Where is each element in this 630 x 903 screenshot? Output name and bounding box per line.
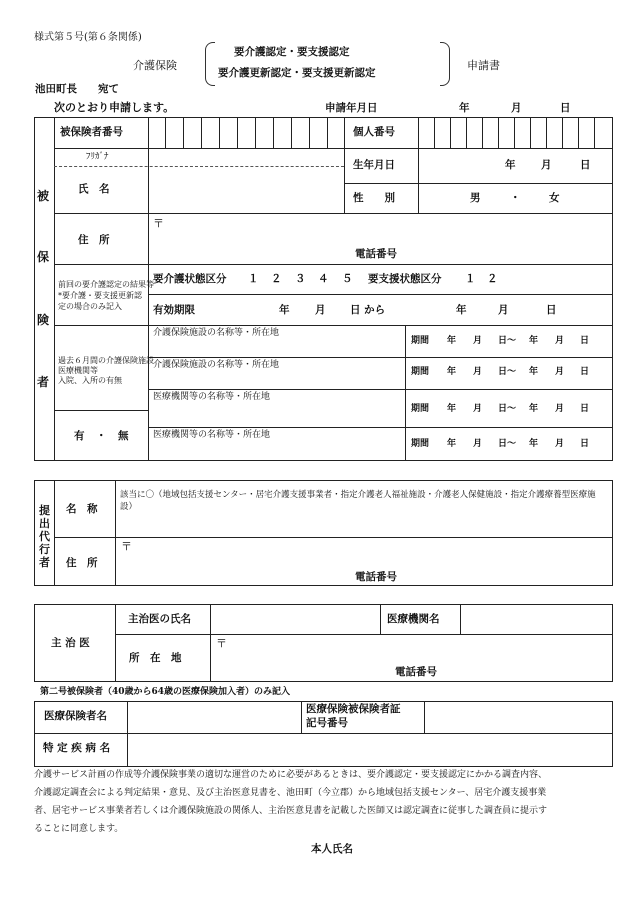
period-to-year: 年	[529, 404, 539, 414]
grid-line	[54, 325, 613, 326]
insurance-cert-label: 記号番号	[306, 717, 348, 729]
grid-line	[309, 117, 310, 148]
name-label: 氏 名	[78, 183, 110, 195]
hospitalization-note: 医療機関等	[58, 366, 98, 375]
grid-line	[514, 117, 515, 148]
agent-phone-label: 電話番号	[355, 571, 397, 583]
validity-from-year: 年	[279, 304, 290, 316]
insured-section-char: 者	[37, 375, 50, 389]
insurance-cert-label: 医療保険被保険者証	[306, 703, 401, 715]
period-to-month: 月	[555, 336, 565, 346]
grid-line	[434, 117, 435, 148]
grid-line	[148, 294, 613, 295]
insured-section-char: 被	[37, 189, 50, 203]
medical-insurer-label: 医療保険者名	[44, 710, 107, 722]
agent-type-note: 該当に〇（地域包括支援センター・居宅介護支援事業者・指定介護老人福祉施設・介護老人保健施設・指定介護療養型医療施設）	[120, 490, 596, 513]
grid-line	[424, 701, 425, 733]
period-to-day: 日	[580, 336, 590, 346]
care-level-option[interactable]: １	[248, 273, 259, 285]
form-number: 様式第５号(第６条関係)	[34, 32, 142, 43]
grid-line	[578, 117, 579, 148]
institution-label: 医療機関名	[387, 613, 440, 625]
consent-text: 介護サービス計画の作成等介護保険事業の適切な運営のために必要があるときは、要介護認定・要支援認定にかかる調査内容、	[34, 770, 548, 780]
furigana-label: ﾌﾘｶﾞﾅ	[86, 152, 109, 162]
grid-line	[165, 117, 166, 148]
hospitalization-separator: ・	[96, 430, 107, 442]
grid-line	[183, 117, 184, 148]
doctor-phone-label: 電話番号	[395, 666, 437, 678]
care-facility-2-label: 介護保険施設の名称等・所在地	[153, 360, 280, 370]
period-to-day: 日	[580, 404, 590, 414]
grid-line	[219, 117, 220, 148]
period-from-day: 日〜	[498, 439, 517, 449]
grid-line	[34, 733, 613, 734]
agent-section-char: 代	[39, 530, 50, 543]
doctor-table	[34, 604, 613, 682]
period-from-month: 月	[473, 404, 483, 414]
previous-result-note: *要介護・要支援更新認	[58, 291, 142, 300]
grid-line	[115, 480, 116, 586]
grid-line	[498, 117, 499, 148]
birth-date-label: 生年月日	[353, 159, 395, 171]
grid-line	[530, 117, 531, 148]
agent-section-char: 提	[39, 504, 50, 517]
consent-text: 介護認定調査会による判定結果・意見、及び主治医意見書を、池田町（今立郡）から地域包括支援センター、居宅介護支援事業	[34, 788, 547, 798]
gender-male[interactable]: 男	[470, 192, 481, 204]
period-from-month: 月	[473, 367, 483, 377]
care-level-label: 要介護状態区分	[153, 273, 227, 285]
previous-result-note: 定の場合のみ記入	[58, 302, 122, 311]
grid-line	[594, 117, 595, 148]
hospitalization-yes[interactable]: 有	[74, 430, 85, 442]
address-postal-mark: 〒	[153, 217, 164, 230]
grid-line	[327, 117, 328, 148]
agent-section-char: 出	[39, 517, 50, 530]
application-doc-label: 申請書	[467, 59, 500, 72]
period-from-year: 年	[447, 367, 457, 377]
grid-line	[54, 537, 613, 538]
grid-line	[54, 148, 344, 149]
address-phone-label: 電話番号	[355, 248, 397, 260]
period-from-day: 日〜	[498, 367, 517, 377]
care-level-option[interactable]: ３	[295, 273, 306, 285]
birth-year: 年	[505, 159, 516, 171]
grid-line	[482, 117, 483, 148]
support-level-option[interactable]: ２	[487, 273, 498, 285]
support-level-label: 要支援状態区分	[368, 273, 442, 285]
validity-to-month: 月	[498, 304, 509, 316]
grid-line	[344, 148, 613, 149]
previous-result-note: 前回の要介護認定の結果等	[58, 280, 154, 289]
grid-line	[344, 183, 613, 184]
insured-number-label: 被保険者番号	[60, 126, 123, 138]
support-level-option[interactable]: １	[465, 273, 476, 285]
validity-label: 有効期限	[153, 304, 195, 316]
insured-section-char: 保	[37, 250, 50, 264]
period-to-year: 年	[529, 439, 539, 449]
period-label: 期間	[411, 367, 430, 377]
second-insured-title: 第二号被保険者（40歳から64歳の医療保険加入者）のみ記入	[40, 687, 291, 697]
agent-name-label: 名 称	[66, 503, 98, 515]
agent-section-char: 者	[39, 556, 50, 569]
birth-day: 日	[580, 159, 591, 171]
period-to-month: 月	[555, 367, 565, 377]
grid-line	[418, 117, 419, 213]
period-from-year: 年	[447, 439, 457, 449]
date-day: 日	[560, 102, 571, 114]
period-label: 期間	[411, 439, 430, 449]
period-from-day: 日〜	[498, 336, 517, 346]
grid-line	[54, 410, 148, 411]
birth-month: 月	[541, 159, 552, 171]
care-level-option[interactable]: ２	[271, 273, 282, 285]
period-from-month: 月	[473, 439, 483, 449]
grid-line	[54, 480, 55, 586]
right-bracket	[440, 42, 450, 86]
agent-address-label: 住 所	[66, 557, 98, 569]
doctor-location-label: 所 在 地	[129, 652, 182, 664]
care-facility-1-label: 介護保険施設の名称等・所在地	[153, 328, 280, 338]
intro-text: 次のとおり申請します。	[54, 101, 175, 114]
period-to-day: 日	[580, 367, 590, 377]
grid-line	[344, 117, 345, 213]
doctor-name-label: 主治医の氏名	[128, 613, 191, 625]
consent-text: ることに同意します。	[34, 824, 124, 834]
application-date-label: 申請年月日	[325, 102, 378, 114]
medical-facility-1-label: 医療機関等の名称等・所在地	[153, 392, 271, 402]
grid-line	[273, 117, 274, 148]
insured-section-char: 険	[37, 313, 50, 327]
grid-line	[148, 389, 613, 390]
hospitalization-note: 入院、入所の有無	[58, 376, 122, 385]
grid-line	[291, 117, 292, 148]
period-to-month: 月	[555, 439, 565, 449]
validity-from-day: 日 から	[350, 304, 386, 316]
grid-line	[255, 117, 256, 148]
period-to-day: 日	[580, 439, 590, 449]
date-year: 年	[459, 102, 470, 114]
grid-line	[148, 117, 149, 461]
period-to-year: 年	[529, 336, 539, 346]
period-from-year: 年	[447, 336, 457, 346]
validity-to-year: 年	[456, 304, 467, 316]
grid-line	[201, 117, 202, 148]
grid-line	[148, 357, 613, 358]
insurance-label: 介護保険	[133, 59, 177, 72]
grid-line	[460, 604, 461, 634]
period-label: 期間	[411, 404, 430, 414]
consent-text: 者、居宅サービス事業者若しくは介護保険施設の関係人、主治医意見書を記載した医師又は認定調査に従事した調査員に提示す	[34, 806, 548, 816]
grid-line	[237, 117, 238, 148]
care-level-option[interactable]: ５	[342, 273, 353, 285]
grid-line	[546, 117, 547, 148]
doctor-postal-mark: 〒	[216, 637, 227, 650]
period-to-year: 年	[529, 367, 539, 377]
grid-line	[115, 634, 613, 635]
grid-line	[54, 264, 613, 265]
grid-line	[54, 166, 344, 167]
gender-label: 性 別	[353, 192, 395, 204]
period-from-year: 年	[447, 404, 457, 414]
grid-line	[405, 325, 406, 461]
specific-disease-label: 特 定 疾 病 名	[43, 742, 111, 754]
grid-line	[562, 117, 563, 148]
medical-facility-2-label: 医療機関等の名称等・所在地	[153, 430, 271, 440]
grid-line	[466, 117, 467, 148]
grid-line	[210, 604, 211, 682]
agent-section-char: 行	[39, 543, 50, 556]
validity-to-day: 日	[546, 304, 557, 316]
gender-separator: ・	[510, 192, 521, 204]
application-type-2: 要介護更新認定・要支援更新認定	[218, 67, 376, 79]
doctor-section-label: 主 治 医	[51, 637, 90, 649]
care-level-option[interactable]: ４	[318, 273, 329, 285]
hospitalization-no[interactable]: 無	[118, 430, 129, 442]
grid-line	[54, 213, 613, 214]
period-to-month: 月	[555, 404, 565, 414]
period-from-month: 月	[473, 336, 483, 346]
signature-label: 本人氏名	[311, 843, 353, 855]
grid-line	[115, 604, 116, 682]
grid-line	[450, 117, 451, 148]
period-from-day: 日〜	[498, 404, 517, 414]
period-label: 期間	[411, 336, 430, 346]
personal-number-label: 個人番号	[353, 126, 395, 138]
date-month: 月	[511, 102, 522, 114]
validity-from-month: 月	[315, 304, 326, 316]
addressee: 池田町長 宛て	[35, 83, 119, 95]
grid-line	[148, 427, 613, 428]
grid-line	[127, 701, 128, 767]
address-label: 住 所	[78, 234, 110, 246]
application-type-1: 要介護認定・要支援認定	[234, 46, 350, 58]
left-bracket	[205, 42, 215, 86]
grid-line	[380, 604, 381, 634]
hospitalization-note: 過去６月間の介護保険施設	[58, 356, 154, 365]
grid-line	[301, 701, 302, 733]
gender-female[interactable]: 女	[549, 192, 560, 204]
agent-postal-mark: 〒	[121, 540, 132, 553]
